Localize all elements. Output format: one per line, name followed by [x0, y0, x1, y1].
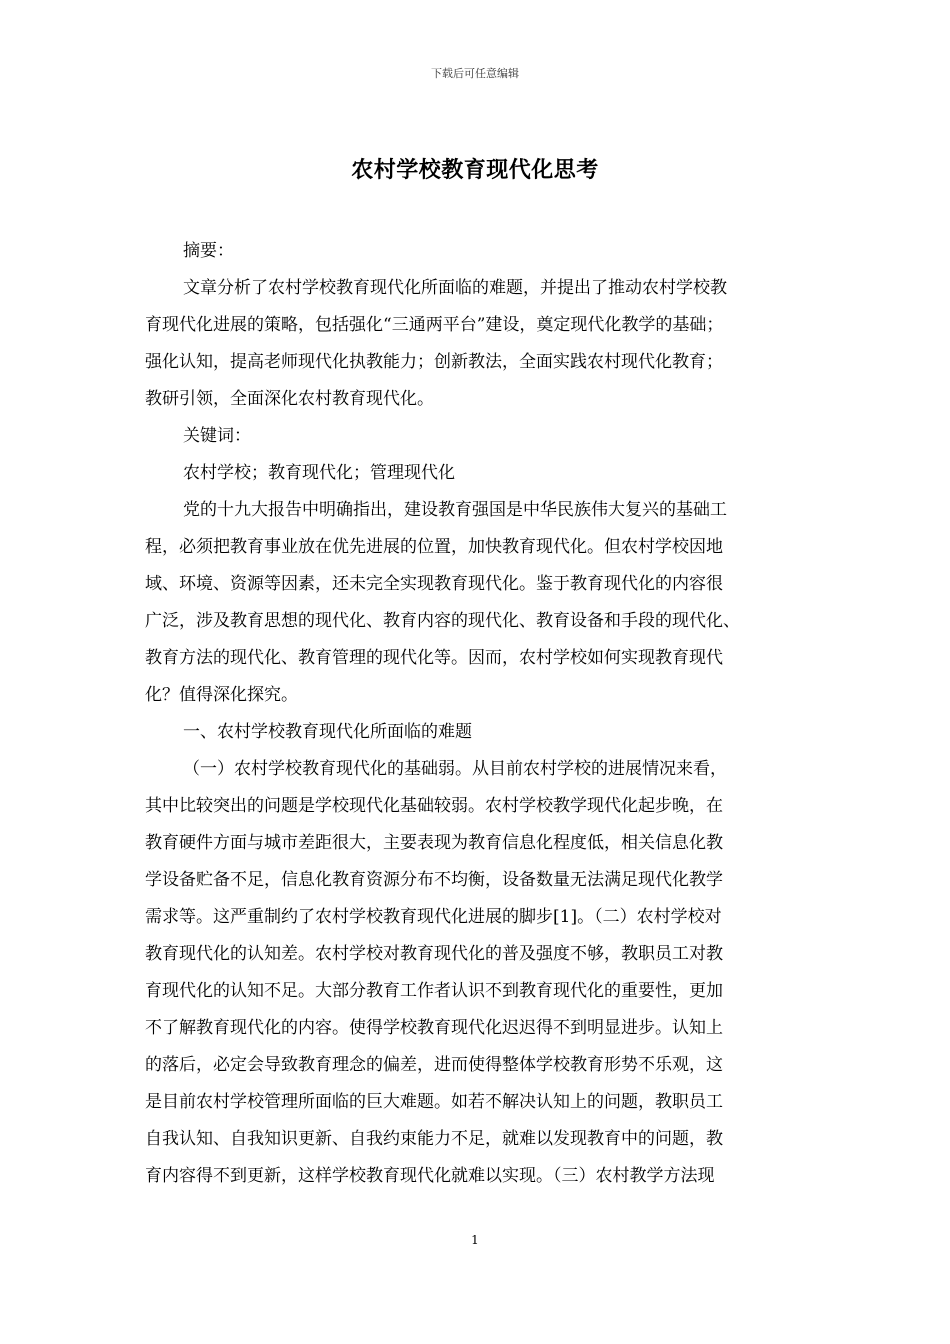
text-line: 自我认知、自我知识更新、自我约束能力不足，就难以发现教育中的问题，教	[145, 1129, 723, 1149]
text-line: 关键词：	[183, 426, 251, 446]
text-line: 教研引领，全面深化农村教育现代化。	[145, 389, 434, 409]
text-line: 其中比较突出的问题是学校现代化基础较弱。农村学校教学现代化起步晚，在	[145, 796, 723, 816]
text-line: 党的十九大报告中明确指出，建设教育强国是中华民族伟大复兴的基础工	[183, 500, 727, 520]
text-line: 域、环境、资源等因素，还未完全实现教育现代化。鉴于教育现代化的内容很	[145, 574, 723, 594]
paragraph-keywords	[145, 455, 813, 492]
text-line: 的落后，必定会导致教育理念的偏差，进而使得整体学校教育形势不乐观，这	[145, 1055, 723, 1075]
section-heading	[145, 714, 813, 751]
paragraph-abstract	[145, 270, 813, 418]
text-line: 摘要：	[183, 241, 234, 261]
text-line: 学设备贮备不足，信息化教育资源分布不均衡，设备数量无法满足现代化教学	[145, 870, 723, 890]
paragraph-keywords-label	[145, 418, 813, 455]
paragraph-section-one	[145, 751, 813, 1195]
header-note: 下载后可任意编辑	[431, 67, 519, 80]
text-line: 育现代化进展的策略，包括强化“三通两平台”建设，奠定现代化教学的基础；	[145, 315, 724, 335]
text-line: 教育现代化的认知差。农村学校对教育现代化的普及强度不够，教职员工对教	[145, 944, 723, 964]
text-line: 农村学校；教育现代化；管理现代化	[183, 463, 455, 483]
page-number: 1	[471, 1233, 479, 1247]
text-line: 需求等。这严重制约了农村学校教育现代化进展的脚步[1]。（二）农村学校对	[145, 907, 722, 927]
text-line: 是目前农村学校管理所面临的巨大难题。如若不解决认知上的问题，教职员工	[145, 1092, 723, 1112]
text-line: 不了解教育现代化的内容。使得学校教育现代化迟迟得不到明显进步。认知上	[145, 1018, 723, 1038]
text-line: （一）农村学校教育现代化的基础弱。从目前农村学校的进展情况来看，	[183, 759, 727, 779]
text-line: 教育硬件方面与城市差距很大，主要表现为教育信息化程度低，相关信息化教	[145, 833, 723, 853]
document-title: 农村学校教育现代化思考	[351, 157, 599, 183]
text-line: 强化认知，提高老师现代化执教能力；创新教法，全面实践农村现代化教育；	[145, 352, 723, 372]
text-line: 文章分析了农村学校教育现代化所面临的难题，并提出了推动农村学校教	[183, 278, 727, 298]
text-line: 育内容得不到更新，这样学校教育现代化就难以实现。（三）农村教学方法现	[145, 1166, 715, 1186]
text-line: 教育方法的现代化、教育管理的现代化等。因而，农村学校如何实现教育现代	[145, 648, 723, 668]
text-line: 一、农村学校教育现代化所面临的难题	[183, 722, 472, 742]
document-body	[145, 233, 813, 1195]
paragraph-intro	[145, 492, 813, 714]
text-line: 育现代化的认知不足。大部分教育工作者认识不到教育现代化的重要性，更加	[145, 981, 723, 1001]
text-line: 广泛，涉及教育思想的现代化、教育内容的现代化、教育设备和手段的现代化、	[145, 611, 740, 631]
paragraph-abstract-label	[145, 233, 813, 270]
text-line: 化？值得深化探究。	[145, 685, 298, 705]
text-line: 程，必须把教育事业放在优先进展的位置，加快教育现代化。但农村学校因地	[145, 537, 723, 557]
